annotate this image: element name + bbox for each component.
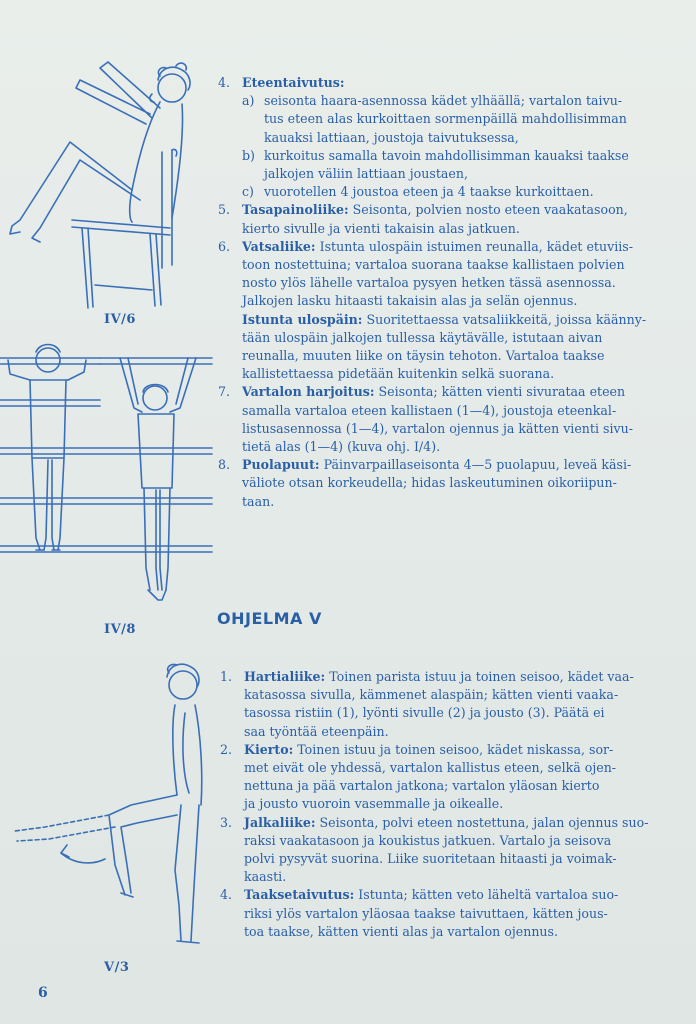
page-number: 6 (38, 985, 48, 1001)
program-v-heading: OHJELMA V (217, 609, 322, 628)
exercise-6-subtitle: Istunta ulospäin: (242, 311, 363, 327)
caption-v3: V/3 (104, 960, 130, 975)
exercise-6-title: Vatsaliike: (242, 238, 316, 254)
program-v-exercise-3: 3. Jalkaliike: Seisonta, polvi eteen nostettuna, jalan ojennus suo- raksi vaakatasoon ja koukistus jatkuen. Vartalo ja seisova polvi pysyvät suorina. Liike suoritetaan hitaasti ja voimak- kaasti. (220, 814, 649, 885)
exercise-6: 6. Vatsaliike: Istunta ulospäin istuimen reunalla, kädet etuviis- toon nostettuina; vartaloa suorana taakse kallistaen polvien nosto ylös lähelle vartaloa pysyen hetken tässä asennossa. Jalkojen lasku hitaasti takaisin alas ja selän ojennus. Istunta ulospäin: Suoritettaessa vatsaliikkeitä, joissa käänny- tään ulospäin jalkojen tullessa käytävälle, istutaan aivan reunalla, muuten liike on täysin tehoton. Vartaloa taakse kallistettaessa pidetään kuitenkin selkä suorana. (218, 238, 647, 382)
exercise-8-title: Puolapuut: (242, 457, 320, 473)
program-v-exercise-4-title: Taaksetaivutus: (244, 887, 355, 903)
exercise-7-title: Vartalon harjoitus: (242, 384, 375, 400)
exercise-5-title: Tasapainoliike: (242, 202, 349, 218)
exercise-8: 8. Puolapuut: Päinvarpaillaseisonta 4—5 puolapuu, leveä käsi- väliote otsan korkeudella; hidas laskeutuminen oikoriipun- taan. (218, 457, 632, 509)
figure-iv6-illustration (0, 50, 210, 310)
exercise-4-number: 4. (218, 75, 231, 90)
figure-v3-illustration (5, 655, 215, 955)
program-v-exercise-2: 2. Kierto: Toinen istuu ja toinen seisoo, kädet niskassa, sor- met eivät ole yhdessä, vartalon kallistus eteen, selkä ojen- nettuna ja pää vartalon jatkona; vartalon yläosan kierto ja jousto vuoroin vasemmalle ja oikealle. (220, 741, 617, 812)
exercise-7: 7. Vartalon harjoitus: Seisonta; kätten vienti sivurataa eteen samalla vartaloa eteen kallistaen (1—4), joustoja eteenkal- listusasennossa (1—4), vartalon ojennus ja kätten vienti sivu- tietä alas (1—4) (kuva ohj. I/4). (218, 384, 633, 455)
program-v-exercise-1: 1. Hartialiike: Toinen parista istuu ja toinen seisoo, kädet vaa- katasossa sivulla, kämmenet alaspäin; kätten vienti vaaka- tasossa ristiin (1), lyönti sivulle (2) ja jousto (3). Päätä ei saa työntää eteenpäin. (220, 669, 634, 739)
exercise-4-title: Eteentaivutus: (242, 75, 345, 90)
exercise-4 (218, 74, 680, 201)
exercise-4c: c) vuorotellen 4 joustoa eteen ja 4 taakse kurkoittaen. (242, 184, 594, 200)
program-v-exercise-2-title: Kierto: (244, 741, 294, 757)
exercise-4b: b) kurkoitus samalla tavoin mahdollisimman kauaksi taakse jalkojen väliin lattiaan joustaen, (242, 147, 629, 182)
program-iv-text (218, 74, 680, 511)
exercise-4a: a) seisonta haara-asennossa kädet ylhäällä; vartalon taivu- tus eteen alas kurkoittaen sormenpäillä mahdollisimman kauaksi lattiaan, joustoja taivutuksessa, (242, 93, 627, 145)
program-v-exercise-4: 4. Taaksetaivutus: Istunta; kätten veto läheltä vartaloa suo- riksi ylös vartalon yläosaa taakse taivuttaen, kätten jous- toa taakse, kätten vienti alas ja vartalon ojennus. (220, 887, 619, 939)
figure-iv8-illustration (0, 338, 215, 608)
exercise-5: 5. Tasapainoliike: Seisonta, polvien nosto eteen vaakatasoon, kierto sivulle ja vienti takaisin alas jatkuen. (218, 202, 628, 236)
caption-iv6: IV/6 (104, 312, 136, 327)
program-v-exercise-1-title: Hartialiike: (244, 669, 326, 684)
program-v-text (220, 668, 680, 941)
caption-iv8: IV/8 (104, 622, 136, 637)
program-v-exercise-3-title: Jalkaliike: (244, 814, 316, 830)
